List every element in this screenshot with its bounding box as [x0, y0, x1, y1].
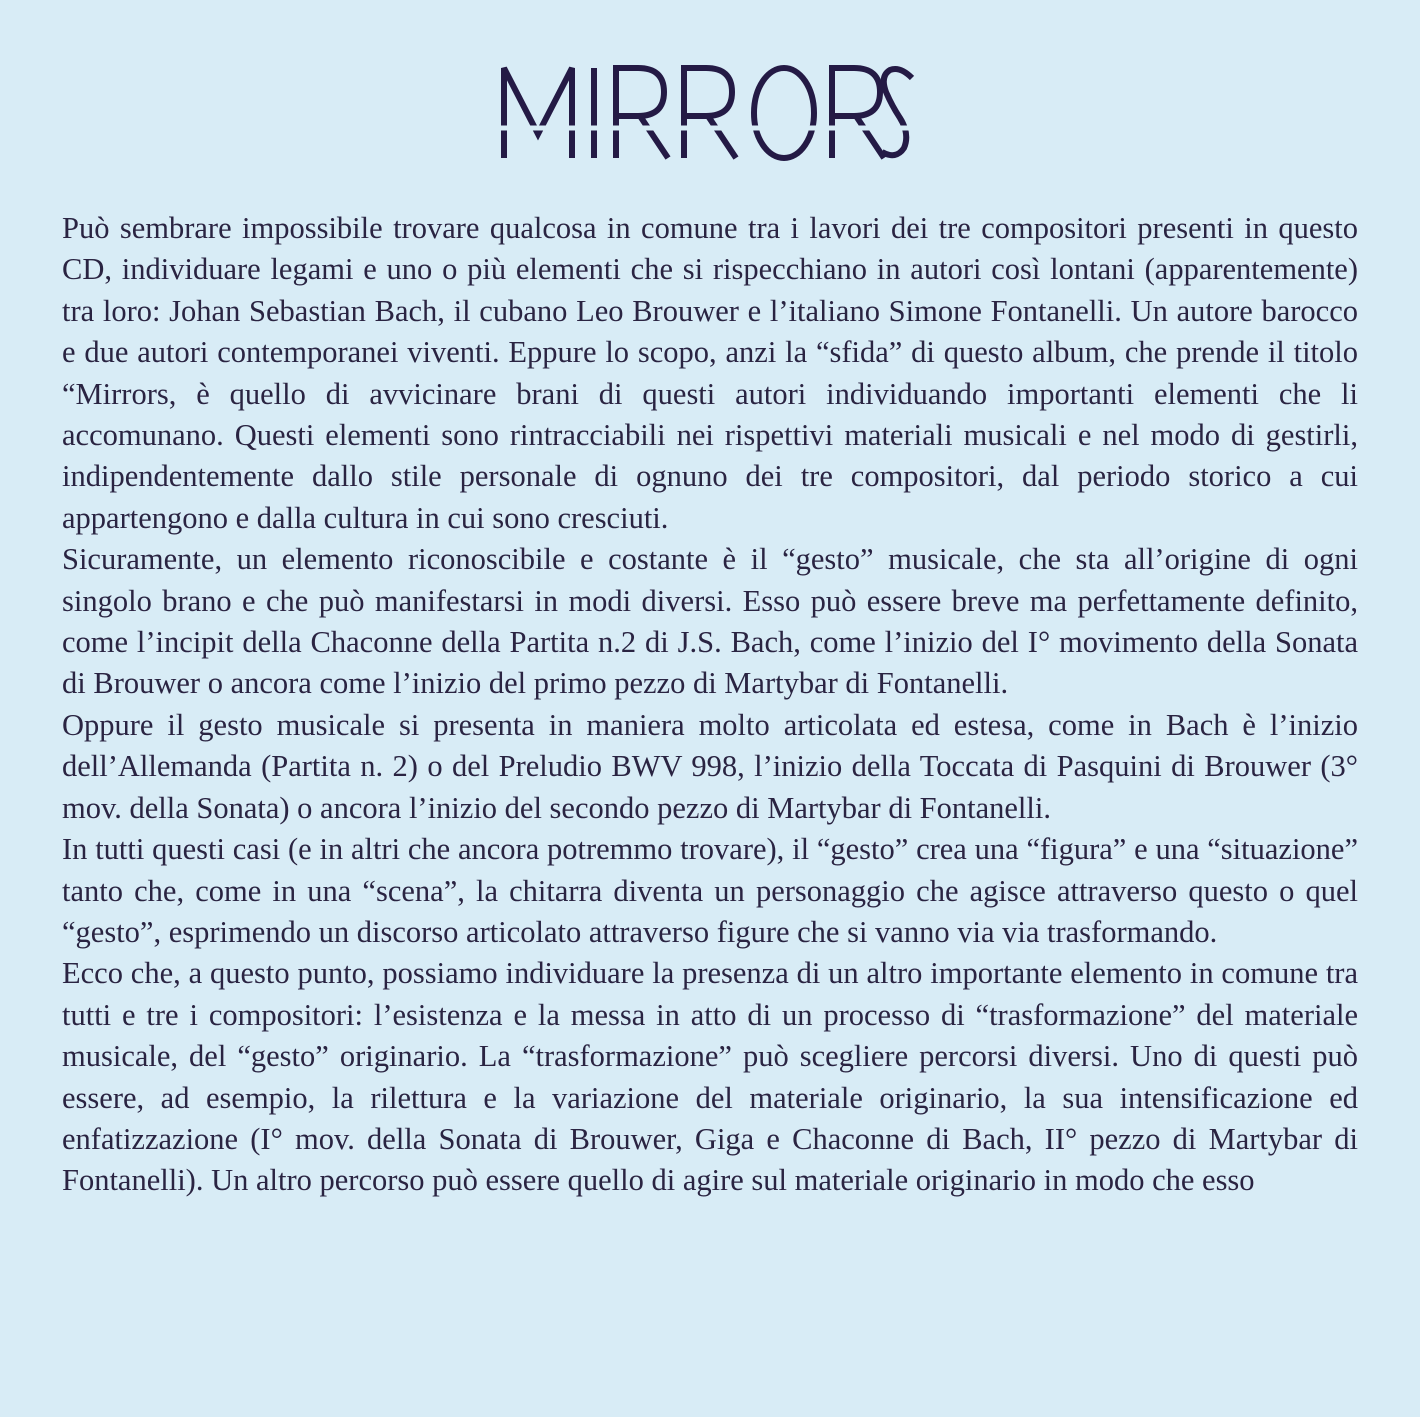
- paragraph-5: Ecco che, a questo punto, possiamo individuare la presenza di un altro importante elemento in comune tra tutti e tre i compositori: l’esistenza e la messa in atto di un processo di “trasformazione” del materiale musicale, del “gesto” originario. La “trasformazione” può scegliere percorsi diversi. Uno di questi può essere, ad esempio, la rilettura e la variazione del materiale originario, la sua intensificazione ed enfatizzazione (I° mov. della Sonata di Brouwer, Giga e Chaconne di Bach, II° pezzo di Martybar di Fontanelli). Un altro percorso può essere quello di agire sul materiale originario in modo che esso: [62, 956, 1358, 1198]
- article-body: [62, 208, 1358, 1202]
- paragraph-4: In tutti questi casi (e in altri che ancora potremmo trovare), il “gesto” crea una “figura” e una “situazione” tanto che, come in una “scena”, la chitarra diventa un personaggio che agisce attraverso questo o quel “gesto”, esprimendo un discorso articolato attraverso figure che si vanno via via trasformando.: [62, 832, 1358, 949]
- paragraph-1: Può sembrare impossibile trovare qualcosa in comune tra i lavori dei tre compositori presenti in questo CD, individuare legami e uno o più elementi che si rispecchiano in autori così lontani (apparentemente) tra loro: Johan Sebastian Bach, il cubano Leo Brouwer e l’italiano Simone Fontanelli. Un autore barocco e due autori contemporanei viventi. Eppure lo scopo, anzi la “sfida” di questo album, che prende il titolo “Mirrors, è quello di avvicinare brani di questi autori individuando importanti elementi che li accomunano. Questi elementi sono rintracciabili nei rispettivi materiali musicali e nel modo di gestirli, indipendentemente dallo stile personale di ognuno dei tre compositori, dal periodo storico a cui appartengono e dalla cultura in cui sono cresciuti.: [62, 211, 1358, 535]
- mirrors-logo-mark: [500, 62, 920, 162]
- paragraph-3: Oppure il gesto musicale si presenta in maniera molto articolata ed estesa, come in Bach è l’inizio dell’Allemanda (Partita n. 2) o del Preludio BWV 998, l’inizio della Toccata di Pasquini di Brouwer (3° mov. della Sonata) o ancora l’inizio del secondo pezzo di Martybar di Fontanelli.: [62, 707, 1358, 825]
- paragraph-2: Sicuramente, un elemento riconoscibile e costante è il “gesto” musicale, che sta all’origine di ogni singolo brano e che può manifestarsi in modi diversi. Esso può essere breve ma perfettamente definito, come l’incipit della Chaconne della Partita n.2 di J.S. Bach, come l’inizio del I° movimento della Sonata di Brouwer o ancora come l’inizio del primo pezzo di Martybar di Fontanelli.: [62, 542, 1358, 701]
- album-logo: [0, 62, 1420, 162]
